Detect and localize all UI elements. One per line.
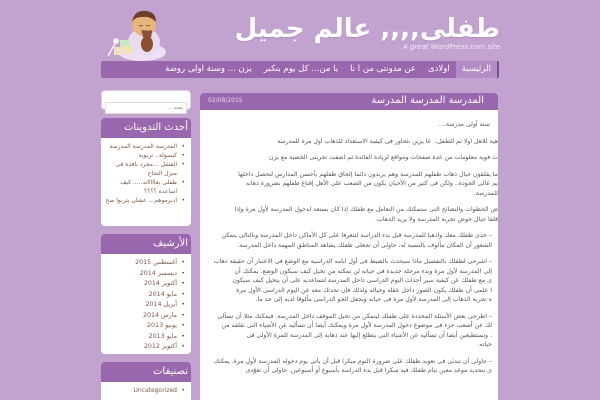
categories-title: تصنيفات [101, 362, 191, 382]
post-paragraph [200, 170, 498, 199]
archive-item[interactable]: • ديسمبر 2014 [105, 269, 185, 280]
archive-item[interactable]: • أغسطس 2015 [105, 258, 185, 269]
post-line: إلى المدرسة لأول مرة وبدء مرحلة جديدة فى حياته لن تمكنه من تخيل كيف سيكون الوضع. يمكنك أن [234, 267, 492, 275]
post-line: ت فوية معلومات من عدة صفحات ومواقع لزيادة الفائدة ثم اضفت تجربتى الخصية مع يزن [269, 154, 498, 161]
post-line: – اطرحى بعض الأسئلة المحددة على طفلك ليتمكن من تخيل الموقف داخل المدرسة. فيمكنك مثلا أن تسألى [217, 312, 492, 320]
post-paragraph [200, 231, 498, 250]
archives-widget [101, 234, 191, 354]
nav-item-kindergarten[interactable]: يزن ... وسنة اولى روضة [165, 64, 252, 74]
archives-title: الأرشيف [101, 234, 191, 254]
post-paragraph [200, 153, 498, 163]
site-tagline: A great WordPress.com site [402, 43, 500, 51]
post-line: ى مع طفلك عن كيفية سير أحداث اليوم الدراسى داخل المدرسة لتساعديه على أن يتخيل كيف سيكون [232, 277, 492, 284]
archive-item[interactable]: • مايو 2014 [105, 290, 185, 301]
archive-item[interactable]: • أكتوبر 2014 [105, 279, 185, 290]
recent-post-item[interactable]: • طفلى بعاااااند..... كيف اساعده ؟؟؟؟ [105, 178, 185, 196]
recent-post-item[interactable]: • كبسولة.. تربوية [105, 151, 185, 160]
baby-mascot-icon [100, 6, 172, 62]
post-line: حياته. [477, 341, 492, 348]
post-paragraph [200, 357, 498, 376]
post-line: قلقا حيال خوض تجربة المدرسة ولا يريد الذهاب. [375, 215, 498, 223]
post-paragraph [200, 205, 498, 224]
post-line: ، وتستطيعين أيضا أن تسأليه عن الأشياء التى يتطلع إليها عند ذهابه إلى المدرسة للمرة الأولى فى [246, 331, 492, 339]
site-title[interactable]: طفلى,,,, عالم جميل [234, 14, 500, 44]
sidebar [101, 90, 191, 400]
post-line: ى بتحديد موعد معين ينام طفلك فيه مبكرا قبل بدء الدراسة بأسبوع أو أسبوعين. حاولى أن تعوّدى [245, 367, 492, 374]
post-paragraph [200, 137, 498, 147]
post-line: ه تجربة الذهاب إلى المدرسة لأول مرة فى حياته ويجعل الجو الدراسى مألوفا لديه إلى حد ما. [255, 296, 492, 303]
post-body [200, 110, 498, 376]
recent-posts-widget [101, 118, 191, 226]
post-line: – اشرحى لطفلك بالتفصيل ماذا سيحدث بالضبط فى أول ايامه الدراسية مع الوضع فى الاعتبار أن حقيقة ذهاب [213, 258, 492, 265]
category-item[interactable]: • Uncategorized [105, 386, 185, 395]
post-date: 02/08/2015 [208, 97, 243, 104]
recent-post-item[interactable]: • ادبرموهم... عشان يتربوا صح [105, 196, 185, 205]
post-line: للمدرسة. [473, 189, 498, 197]
post-line: ما يقلقون حيال ذهاب طفلهم للمدرسة وهم يريدون دائما إلحاق طفلهم بأحسن المدارس لتحصل داخلها [238, 170, 498, 178]
post-line: هية للاهل اولا ثم للطفل.. عا يزين نتحاور فى كيفية الاستعداد للذهاب اول مرة للمدرسة [277, 137, 498, 145]
post-line: الشعور أن المكان مألوف بالنسبة له، حاولى أن تجعلى طفلك يشاهد المناطق المهمة داخل المدرسة. [237, 241, 492, 249]
nav-item-growing[interactable]: يا من... كل يوم بنكبر [263, 64, 339, 74]
post-line: – حاولى أن تبدئى فى تعويد طفلك على ضرورة النوم مبكرا قبل أن يأتى يوم دخوله المدرسة لأول مرة. يمكنك [213, 357, 492, 365]
archive-item[interactable]: • مارس 2014 [105, 311, 185, 322]
search-widget [101, 90, 191, 110]
post-line: ا علمى أن طفلك يكون الصور داخل عقله وخياله ولذلك فإن تحدثك معه عن اليوم الدراسى الأول مرة [236, 286, 492, 294]
post-header [200, 93, 498, 110]
archive-item[interactable]: • أكتوبر 2012 [105, 342, 185, 353]
post-line: ض الخطوات والنصائح التى ستمكنك من التعامل مع طفلك إذا كان يستعد لدخول المدرسة لأول مرة وإذا [234, 206, 498, 213]
categories-widget [101, 362, 191, 400]
post-paragraph [200, 120, 498, 130]
post-line: يم عالى الجودة.. ولكن فى كثير من الأحيان يكون من الصعب على الأهل إقناع طفلهم بضرورة ذهابه [245, 180, 498, 187]
post-line: – خذى طفلك معك واذهبا للمدرسة قبل بدء الدراسة لتتعرفا على كل الأماكن داخل المدرسة وبالتالى يتمكن [221, 232, 492, 239]
post-title[interactable]: المدرسة المدرسة المدرسة [371, 95, 484, 106]
site-header [0, 0, 600, 60]
post-paragraph [200, 312, 498, 350]
recent-post-item[interactable]: • الفشل ...مجرد نافذة فى منزل النجاح [105, 160, 185, 178]
archive-item[interactable]: • مايو 2013 [105, 332, 185, 343]
search-input[interactable] [105, 102, 187, 114]
post-article [200, 93, 498, 400]
nav-item-home[interactable]: الرئيسية [456, 61, 499, 78]
recent-posts-title: أحدث التدوينات [101, 118, 191, 138]
post-line: سنة أولى مدرسة.... [438, 121, 490, 128]
recent-post-item[interactable]: • المدرسة المدرسة المدرسة [105, 142, 185, 151]
nav-item-kids[interactable]: اولادى [427, 64, 450, 74]
main-navigation [101, 61, 499, 78]
nav-item-about[interactable]: عن مدونتى من ا نا [350, 64, 416, 74]
post-paragraph [200, 257, 498, 305]
archive-item[interactable]: • يونيو 2013 [105, 321, 185, 332]
archive-item[interactable]: • أبريل 2014 [105, 300, 185, 311]
post-line: لك عن أصعب جزء فى موضوع دخول المدرسة لأول مرة ويمكنك أيضا أن تسأليه عن الأشياء التى تقلقه من [221, 322, 492, 329]
